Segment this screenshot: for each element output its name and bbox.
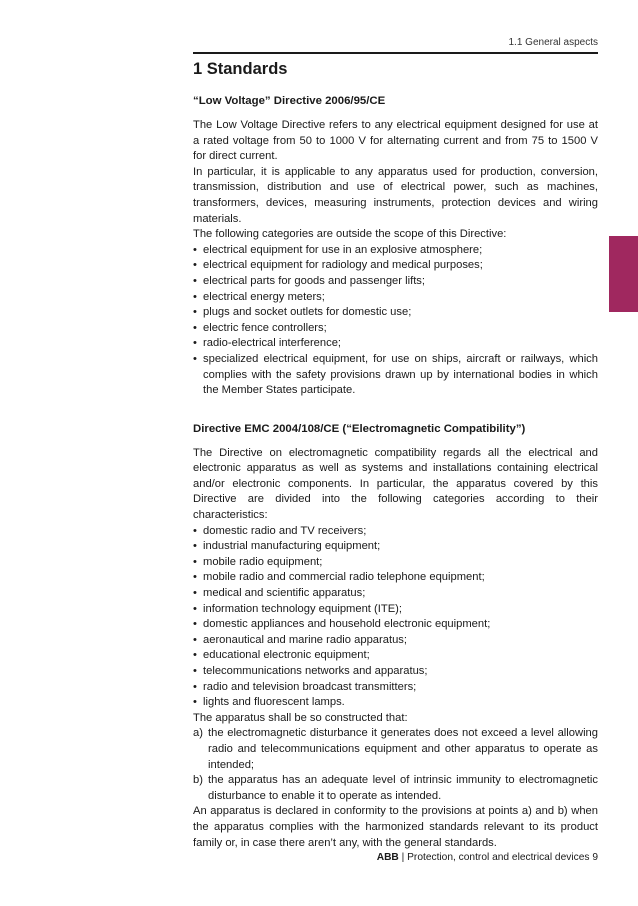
- emc-category-list: [193, 524, 598, 711]
- page-title: 1 Standards: [193, 60, 288, 78]
- list-item-text: the apparatus has an adequate level of intrinsic immunity to electromagnetic disturbance to enable it to operate as intended.: [208, 774, 598, 802]
- list-item: • domestic appliances and household electronic equipment;: [193, 617, 598, 633]
- list-item: • telecommunications networks and apparatus;: [193, 664, 598, 680]
- footer-title: Protection, control and electrical devices: [407, 852, 590, 863]
- list-item: • radio and television broadcast transmitters;: [193, 680, 598, 696]
- list-item: • electrical energy meters;: [193, 290, 598, 306]
- list-item-text: the electromagnetic disturbance it generates does not exceed a level allowing radio and telecommunications equipment and other apparatus to operate as intended;: [208, 727, 598, 771]
- list-item: • radio-electrical interference;: [193, 336, 598, 352]
- emc-heading: Directive EMC 2004/108/CE (“Electromagnetic Compatibility”): [193, 422, 526, 435]
- list-item: • educational electronic equipment;: [193, 648, 598, 664]
- list-item: • specialized electrical equipment, for use on ships, aircraft or railways, which complies with the safety provisions drawn up by international bodies in which the Member States participate.: [193, 352, 598, 399]
- list-item: • electrical equipment for radiology and medical purposes;: [193, 258, 598, 274]
- header-rule: [193, 52, 598, 54]
- list-item: [193, 773, 598, 804]
- list-item: • information technology equipment (ITE);: [193, 602, 598, 618]
- list-item: • mobile radio and commercial radio telephone equipment;: [193, 570, 598, 586]
- list-item: • domestic radio and TV receivers;: [193, 524, 598, 540]
- list-item: • aeronautical and marine radio apparatus;: [193, 633, 598, 649]
- lvd-exclusion-list: [193, 243, 598, 399]
- list-item: • electrical parts for goods and passenger lifts;: [193, 274, 598, 290]
- footer-brand: ABB: [376, 852, 399, 863]
- lvd-paragraph: The Low Voltage Directive refers to any electrical equipment designed for use at a rated voltage from 50 to 1000 V for alternating current and from 75 to 1500 V for direct current.: [193, 119, 598, 163]
- list-item: • lights and fluorescent lamps.: [193, 695, 598, 711]
- list-item: • industrial manufacturing equipment;: [193, 539, 598, 555]
- page-footer: [377, 852, 598, 863]
- page-number: 9: [592, 852, 598, 863]
- emc-construction-intro: The apparatus shall be so constructed that:: [193, 711, 408, 724]
- list-item: • medical and scientific apparatus;: [193, 586, 598, 602]
- lvd-paragraph: The following categories are outside the scope of this Directive:: [193, 228, 507, 241]
- list-item: • electrical equipment for use in an explosive atmosphere;: [193, 243, 598, 259]
- footer-separator: |: [401, 852, 405, 863]
- list-item: • mobile radio equipment;: [193, 555, 598, 571]
- list-item: • electric fence controllers;: [193, 321, 598, 337]
- running-header: 1.1 General aspects: [508, 37, 598, 48]
- emc-intro: The Directive on electromagnetic compatibility regards all the electrical and electronic apparatus as well as systems and installations containing electrical and/or electronic components. In particular, the apparatus covered by this Directive are divided into the following categories according to their characteristics:: [193, 446, 598, 522]
- chapter-tab: [609, 236, 638, 312]
- page-content: [193, 56, 598, 851]
- list-marker: b): [193, 774, 203, 787]
- list-marker: a): [193, 727, 203, 740]
- lvd-paragraph: In particular, it is applicable to any apparatus used for production, conversion, transmission, distribution and use of electrical power, such as machines, transformers, devices, measuring instruments, protection devices and wiring materials.: [193, 165, 598, 225]
- emc-conditions-list: [193, 726, 598, 804]
- emc-conclusion: An apparatus is declared in conformity to the provisions at points a) and b) when the apparatus complies with the harmonized standards relevant to its product family or, in case there aren’t any, with the general standards.: [193, 805, 598, 849]
- list-item: • plugs and socket outlets for domestic use;: [193, 305, 598, 321]
- list-item: [193, 726, 598, 773]
- lvd-heading: “Low Voltage” Directive 2006/95/CE: [193, 95, 386, 107]
